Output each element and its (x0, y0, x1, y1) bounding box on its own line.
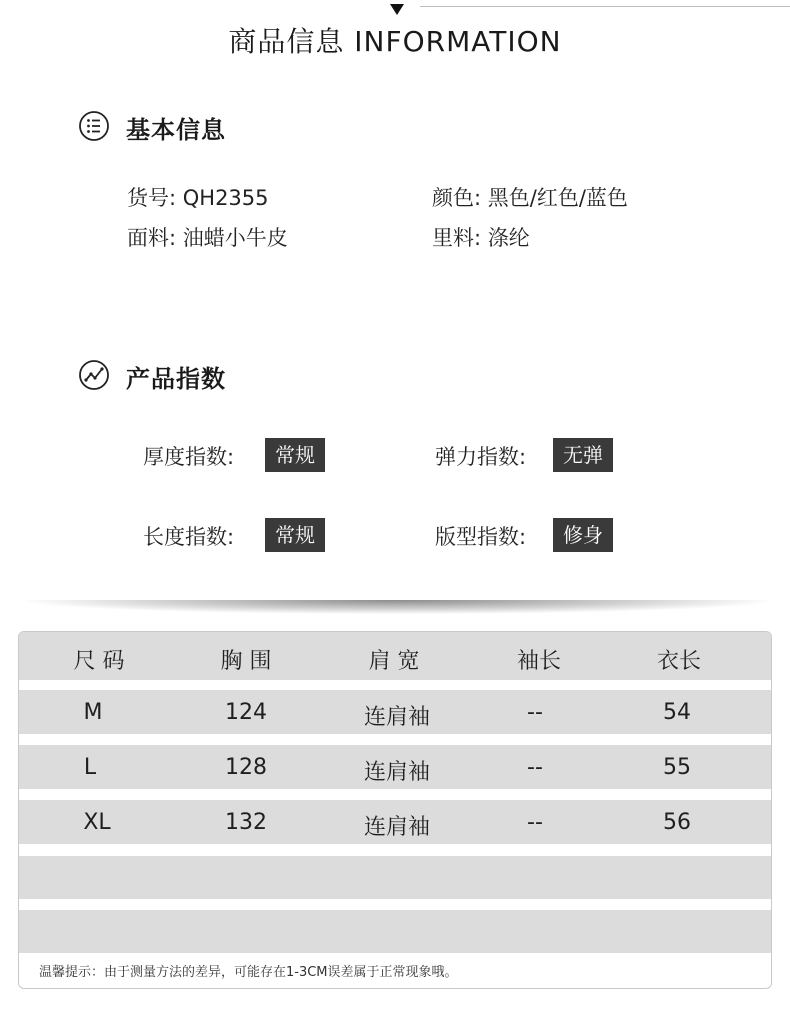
measurement-note: 温馨提示：由于测量方法的差异，可能存在1-3CM误差属于正常现象哦。 (39, 965, 458, 980)
row-xl-shoulder: 连肩袖 (363, 815, 430, 840)
item-number: 货号: QH2355 (127, 186, 269, 210)
table-row (19, 745, 772, 789)
lining: 里料: 涤纶 (432, 226, 530, 250)
section-title-basic-info: 基本信息 (126, 116, 226, 144)
row-l-sleeve: -- (527, 755, 543, 780)
row-l-shoulder: 连肩袖 (363, 760, 430, 785)
fabric: 面料: 油蜡小牛皮 (127, 226, 288, 250)
section-title-product-index: 产品指数 (126, 365, 226, 393)
row-xl-length: 56 (663, 810, 691, 835)
row-m-length: 54 (663, 700, 691, 725)
header-shoulder: 肩 宽 (368, 649, 420, 674)
length-index-label: 长度指数: (143, 525, 235, 549)
header-length: 衣长 (656, 649, 701, 674)
stretch-index-badge: 无弹 (553, 438, 613, 472)
list-icon (78, 110, 110, 142)
row-xl-chest: 132 (225, 810, 267, 835)
row-l-chest: 128 (225, 755, 267, 780)
section-divider (26, 600, 770, 614)
table-row (19, 690, 772, 734)
row-m-size: M (83, 700, 103, 725)
header-size: 尺 码 (73, 649, 125, 674)
table-row-empty (19, 910, 772, 953)
page-title: 商品信息 INFORMATION (228, 25, 562, 58)
thickness-index-label: 厚度指数: (143, 445, 235, 469)
table-header-row (19, 632, 772, 680)
table-row-empty (19, 856, 772, 899)
row-l-size: L (83, 755, 97, 780)
trend-chart-icon (78, 359, 110, 391)
row-l-length: 55 (663, 755, 691, 780)
header-sleeve: 袖长 (516, 649, 561, 674)
thickness-index-badge: 常规 (265, 438, 325, 472)
header-chest: 胸 围 (220, 649, 272, 674)
row-m-sleeve: -- (527, 700, 543, 725)
stretch-index-label: 弹力指数: (435, 445, 527, 469)
length-index-badge: 常规 (265, 518, 325, 552)
color-options: 颜色: 黑色/红色/蓝色 (432, 186, 628, 210)
fit-index-label: 版型指数: (435, 525, 527, 549)
row-m-chest: 124 (225, 700, 267, 725)
row-xl-sleeve: -- (527, 810, 543, 835)
table-row (19, 800, 772, 844)
size-table (18, 631, 772, 989)
row-xl-size: XL (83, 810, 111, 835)
header-rule (420, 6, 790, 7)
fit-index-badge: 修身 (553, 518, 613, 552)
row-m-shoulder: 连肩袖 (363, 705, 430, 730)
down-arrow-icon (390, 4, 404, 15)
